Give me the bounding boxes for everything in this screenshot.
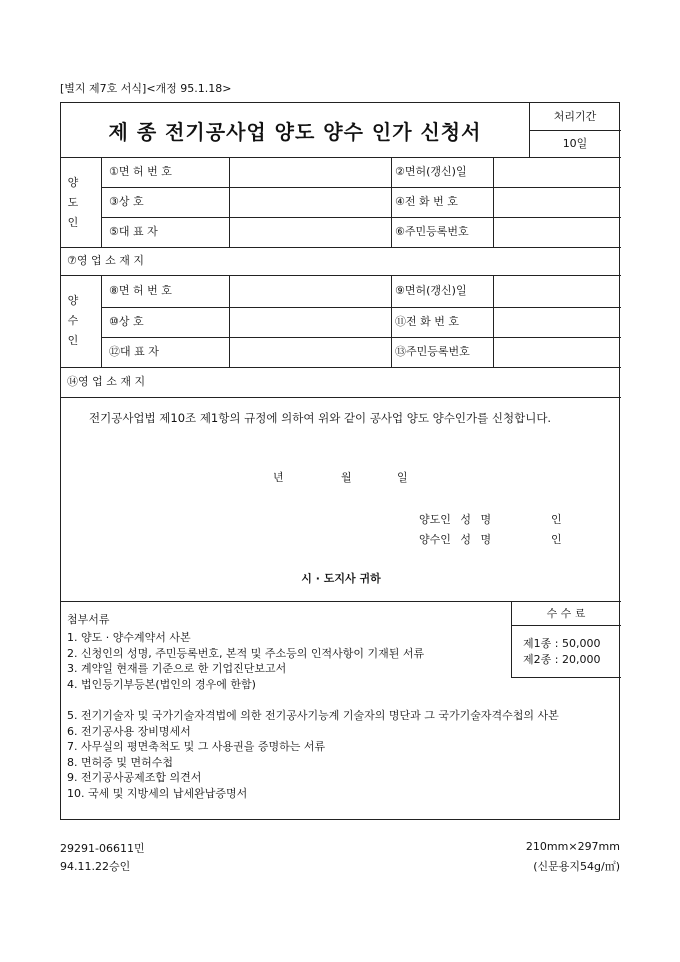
fee-class1: 제1종 : 50,000: [523, 637, 601, 650]
processing-period-value: 10일: [562, 137, 588, 150]
transferor-resident-no-label: ⑥주민등록번호: [395, 225, 469, 238]
attachments-list-b: [67, 708, 613, 801]
transferee-representative-label: ⑫대 표 자: [109, 345, 159, 358]
attachments-list-a: [67, 630, 507, 692]
transferee-resident-no-label: ⑬주민등록번호: [395, 345, 470, 358]
paper-size: 210mm×297mm: [525, 840, 620, 853]
attachment-item: 7. 사무실의 평면축척도 및 그 사용권을 증명하는 서류: [67, 740, 326, 753]
transferee-address-label: ⑭영 업 소 재 지: [67, 375, 146, 388]
form-header-note: [별지 제7호 서식]<개정 95.1.18>: [60, 82, 232, 95]
fee-class2: 제2종 : 20,000: [523, 653, 601, 666]
fee-label: 수 수 료: [546, 607, 586, 620]
transferee-label-1: 양: [67, 294, 79, 307]
processing-period-label: 처리기간: [553, 110, 597, 123]
attachment-item: 3. 계약일 현재를 기준으로 한 기업진단보고서: [67, 662, 287, 675]
approval-date: 94.11.22승인: [60, 860, 131, 873]
transferor-address-label: ⑦영 업 소 재 지: [67, 254, 144, 267]
attachment-item: 8. 면허증 및 면허수첩: [67, 755, 173, 769]
transferee-label-2: 수: [67, 314, 79, 327]
transferee-signature-label: 양수인 성 명: [419, 533, 492, 546]
transferor-label-2: 도: [67, 196, 79, 209]
attachment-item: 10. 국세 및 지방세의 납세완납증명서: [67, 786, 248, 800]
application-statement: 전기공사업법 제10조 제1항의 규정에 의하여 위와 같이 공사업 양도 양수인가를 신청합니다.: [89, 411, 552, 425]
attachments-title: 첨부서류: [67, 613, 110, 626]
transferor-label-1: 양: [67, 176, 79, 189]
application-form: [60, 102, 620, 820]
paper-type: (신문용지54g/㎡): [533, 860, 620, 873]
attachment-item: 1. 양도 · 양수계약서 사본: [67, 631, 191, 644]
transferor-seal: 인: [551, 513, 562, 526]
transferor-license-no-label: ①면 허 번 호: [109, 165, 172, 178]
attachment-item: 2. 신청인의 성명, 주민등록번호, 본적 및 주소등의 인적사항이 기재된 서류: [67, 646, 425, 660]
addressee: 시 · 도지사 귀하: [301, 572, 381, 585]
form-code: 29291-06611민: [60, 842, 145, 855]
transferor-phone-label: ④전 화 번 호: [395, 195, 458, 208]
transferee-seal: 인: [551, 533, 562, 546]
date-month: 월: [341, 471, 352, 484]
transferee-license-no-label: ⑧면 허 번 호: [109, 284, 172, 297]
transferee-trade-name-label: ⑩상 호: [109, 315, 144, 328]
transferor-signature-label: 양도인 성 명: [419, 513, 492, 526]
attachment-item: 6. 전기공사용 장비명세서: [67, 724, 191, 738]
transferee-license-date-label: ⑨면허(갱신)일: [395, 284, 467, 297]
transferor-license-date-label: ②면허(갱신)일: [395, 165, 467, 178]
date-year: 년: [273, 471, 284, 484]
attachment-item: 5. 전기기술자 및 국가기술자격법에 의한 전기공사기능계 기술자의 명단과 그 국가기술자격수첩의 사본: [67, 709, 559, 722]
transferee-label-3: 인: [67, 334, 79, 347]
form-title: 제 종 전기공사업 양도 양수 인가 신청서: [108, 119, 482, 144]
attachment-item: 4. 법인등기부등본(법인의 경우에 한함): [67, 677, 256, 691]
transferee-phone-label: ⑪전 화 번 호: [395, 315, 459, 328]
date-day: 일: [397, 471, 408, 484]
transferor-label-3: 인: [67, 216, 79, 229]
attachment-item: 9. 전기공사공제조합 의견서: [67, 771, 202, 784]
transferor-trade-name-label: ③상 호: [109, 195, 144, 208]
transferor-representative-label: ⑤대 표 자: [109, 225, 158, 238]
